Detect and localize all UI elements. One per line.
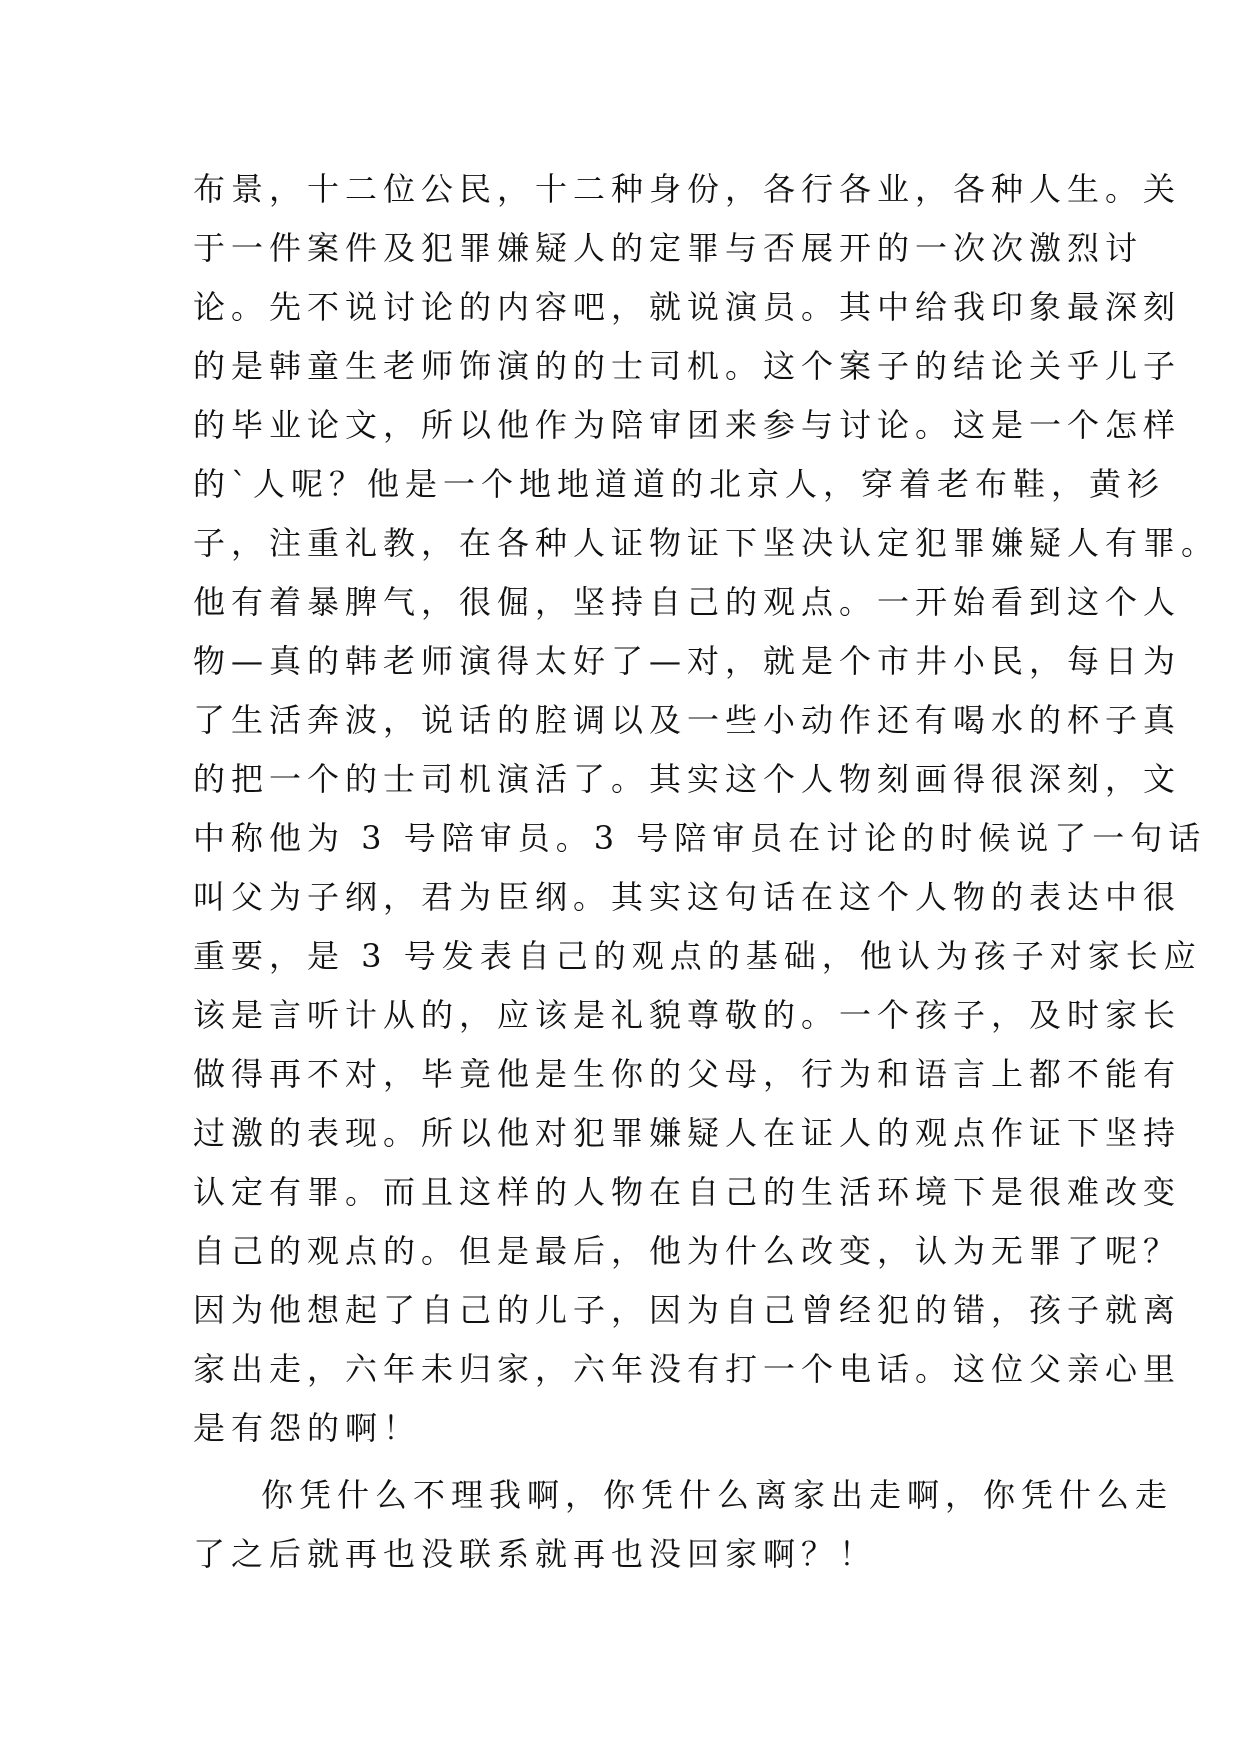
paragraph-2 <box>193 1466 1174 1584</box>
text-line: 过激的表现。所以他对犯罪嫌疑人在证人的观点作证下坚持 <box>193 1114 1182 1152</box>
text-line: 论。先不说讨论的内容吧，就说演员。其中给我印象最深刻 <box>193 288 1182 326</box>
text-line: 家出走，六年未归家，六年没有打一个电话。这位父亲心里 <box>193 1350 1182 1388</box>
text-line: 因为他想起了自己的儿子，因为自己曾经犯的错，孩子就离 <box>193 1291 1182 1329</box>
document-body <box>193 160 1220 1584</box>
text-line: 的毕业论文，所以他作为陪审团来参与讨论。这是一个怎样 <box>193 406 1182 444</box>
text-line: 于一件案件及犯罪嫌疑人的定罪与否展开的一次次激烈讨 <box>193 229 1144 267</box>
text-line: 的是韩童生老师饰演的的士司机。这个案子的结论关乎儿子 <box>193 347 1182 385</box>
text-line: 了生活奔波，说话的腔调以及一些小动作还有喝水的杯子真 <box>193 701 1182 739</box>
text-line: 做得再不对，毕竟他是生你的父母，行为和语言上都不能有 <box>193 1055 1182 1093</box>
text-line: 自己的观点的。但是最后，他为什么改变，认为无罪了呢？ <box>193 1232 1182 1270</box>
text-line: 重要，是 3 号发表自己的观点的基础，他认为孩子对家长应 <box>193 937 1202 975</box>
text-line: 叫父为子纲，君为臣纲。其实这句话在这个人物的表达中很 <box>193 878 1182 916</box>
text-line: 物—真的韩老师演得太好了—对，就是个市井小民，每日为 <box>193 642 1182 680</box>
text-line: 子，注重礼教，在各种人证物证下坚决认定犯罪嫌疑人有罪。 <box>193 524 1220 562</box>
text-line: 认定有罪。而且这样的人物在自己的生活环境下是很难改变 <box>193 1173 1182 1211</box>
text-line: 你凭什么不理我啊，你凭什么离家出走啊，你凭什么走 <box>261 1476 1174 1514</box>
text-line: 中称他为 3 号陪审员。3 号陪审员在讨论的时候说了一句话 <box>193 819 1207 857</box>
text-line: 布景，十二位公民，十二种身份，各行各业，各种人生。关 <box>193 170 1182 208</box>
text-line: 他有着暴脾气，很倔，坚持自己的观点。一开始看到这个人 <box>193 583 1182 621</box>
text-line: 是有怨的啊！ <box>193 1409 422 1447</box>
text-line: 该是言听计从的，应该是礼貌尊敬的。一个孩子，及时家长 <box>193 996 1182 1034</box>
paragraph-spacing <box>193 1458 1083 1466</box>
text-line: 的把一个的士司机演活了。其实这个人物刻画得很深刻，文 <box>193 760 1182 798</box>
text-line: 的`人呢？他是一个地地道道的北京人，穿着老布鞋，黄衫 <box>193 465 1166 503</box>
paragraph-1 <box>193 160 1220 1458</box>
text-line: 了之后就再也没联系就再也没回家啊？！ <box>193 1535 878 1573</box>
